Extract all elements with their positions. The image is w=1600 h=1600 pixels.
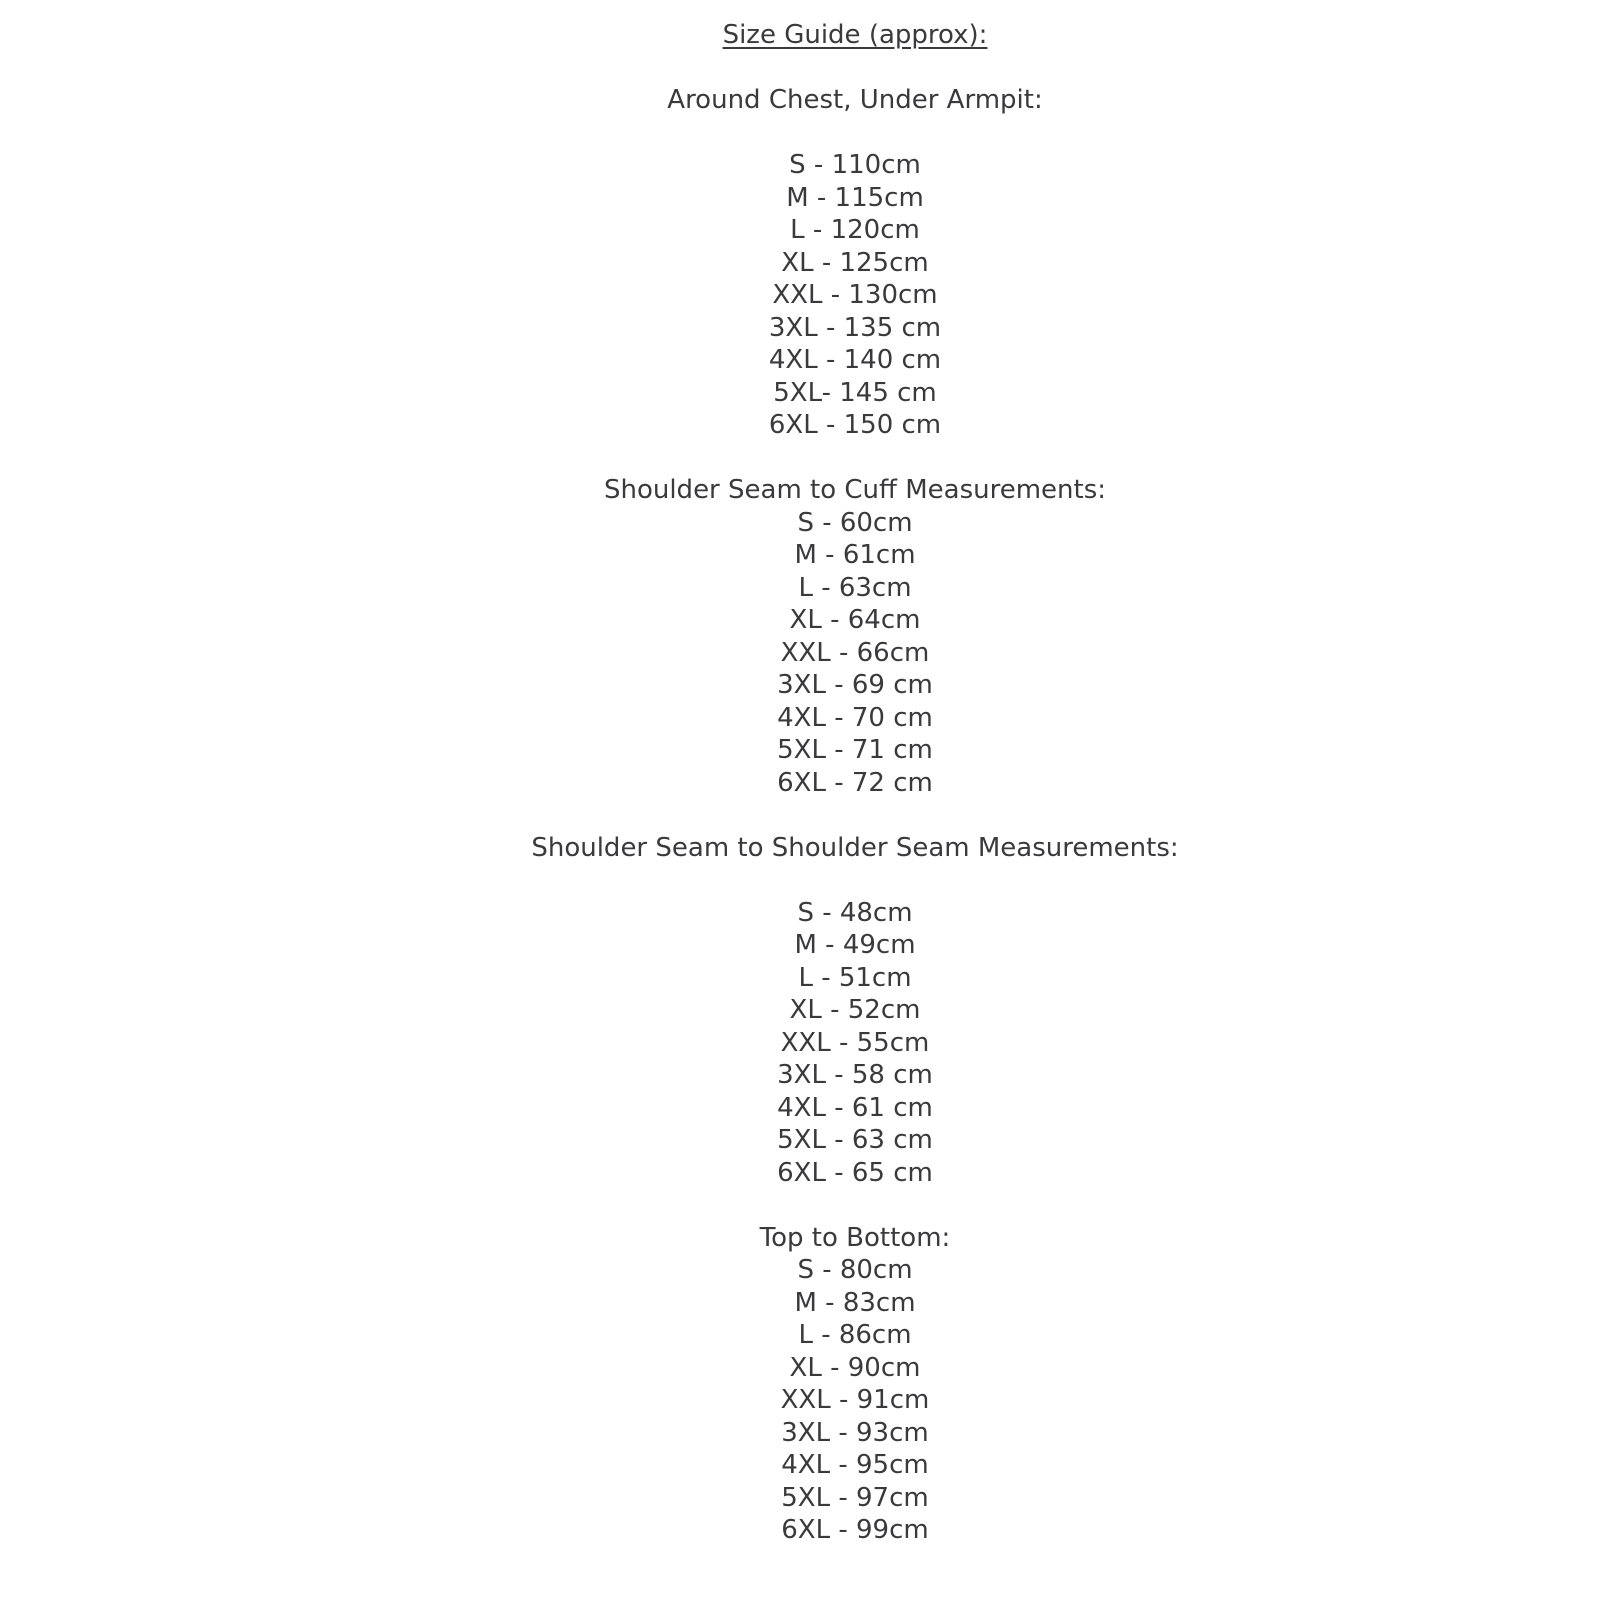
size-row: XL - 52cm [789, 995, 921, 1025]
size-row: 3XL - 69 cm [777, 670, 933, 700]
size-list [110, 507, 1600, 800]
size-row: XXL - 130cm [772, 280, 938, 310]
size-row: M - 61cm [794, 540, 916, 570]
size-row: 3XL - 135 cm [768, 312, 942, 343]
section-heading: Shoulder Seam to Cuff Measurements: [603, 475, 1107, 505]
size-row: S - 110cm [789, 150, 921, 180]
section-heading: Shoulder Seam to Shoulder Seam Measurements: [531, 832, 1179, 863]
size-guide-document [110, 0, 1600, 1547]
size-row: 3XL - 58 cm [777, 1060, 933, 1090]
section-heading: Around Chest, Under Armpit: [667, 85, 1043, 115]
size-row: 6XL - 72 cm [777, 767, 933, 798]
size-row: L - 86cm [798, 1320, 912, 1350]
size-row: 6XL - 65 cm [777, 1157, 933, 1188]
size-row: M - 83cm [794, 1287, 916, 1318]
size-list [110, 897, 1600, 1190]
size-row: 6XL - 99cm [781, 1515, 929, 1545]
size-row: S - 80cm [797, 1255, 913, 1285]
size-row: 3XL - 93cm [781, 1417, 929, 1448]
size-section [110, 84, 1600, 442]
size-row: XL - 64cm [789, 605, 921, 635]
size-row: L - 51cm [798, 962, 912, 993]
page-title: Size Guide (approx): [722, 20, 988, 50]
size-row: L - 63cm [798, 572, 912, 603]
size-row: XL - 125cm [781, 247, 929, 278]
size-row: 5XL - 71 cm [777, 735, 933, 765]
size-row: 4XL - 61 cm [777, 1092, 933, 1123]
size-row: 4XL - 70 cm [777, 702, 933, 733]
size-row: 4XL - 95cm [781, 1450, 929, 1480]
size-section [110, 1222, 1600, 1547]
size-row: L - 120cm [790, 215, 920, 245]
section-heading: Top to Bottom: [759, 1222, 951, 1253]
size-row: 4XL - 140 cm [768, 345, 942, 375]
size-row: S - 60cm [797, 507, 913, 538]
size-row: 5XL - 63 cm [777, 1125, 933, 1155]
size-list [110, 1254, 1600, 1547]
size-row: 6XL - 150 cm [768, 410, 942, 440]
size-row: XXL - 66cm [780, 637, 930, 668]
size-row: 5XL - 97cm [781, 1482, 929, 1513]
size-row: XXL - 55cm [780, 1027, 930, 1058]
size-list [110, 149, 1600, 442]
size-row: S - 48cm [797, 897, 913, 928]
size-row: M - 115cm [786, 182, 924, 213]
size-row: M - 49cm [794, 930, 916, 960]
sections-container [110, 84, 1600, 1547]
size-row: XL - 90cm [789, 1352, 921, 1383]
size-section [110, 474, 1600, 799]
size-section [110, 832, 1600, 1190]
size-row: 5XL- 145 cm [773, 377, 937, 408]
size-row: XXL - 91cm [780, 1385, 930, 1415]
